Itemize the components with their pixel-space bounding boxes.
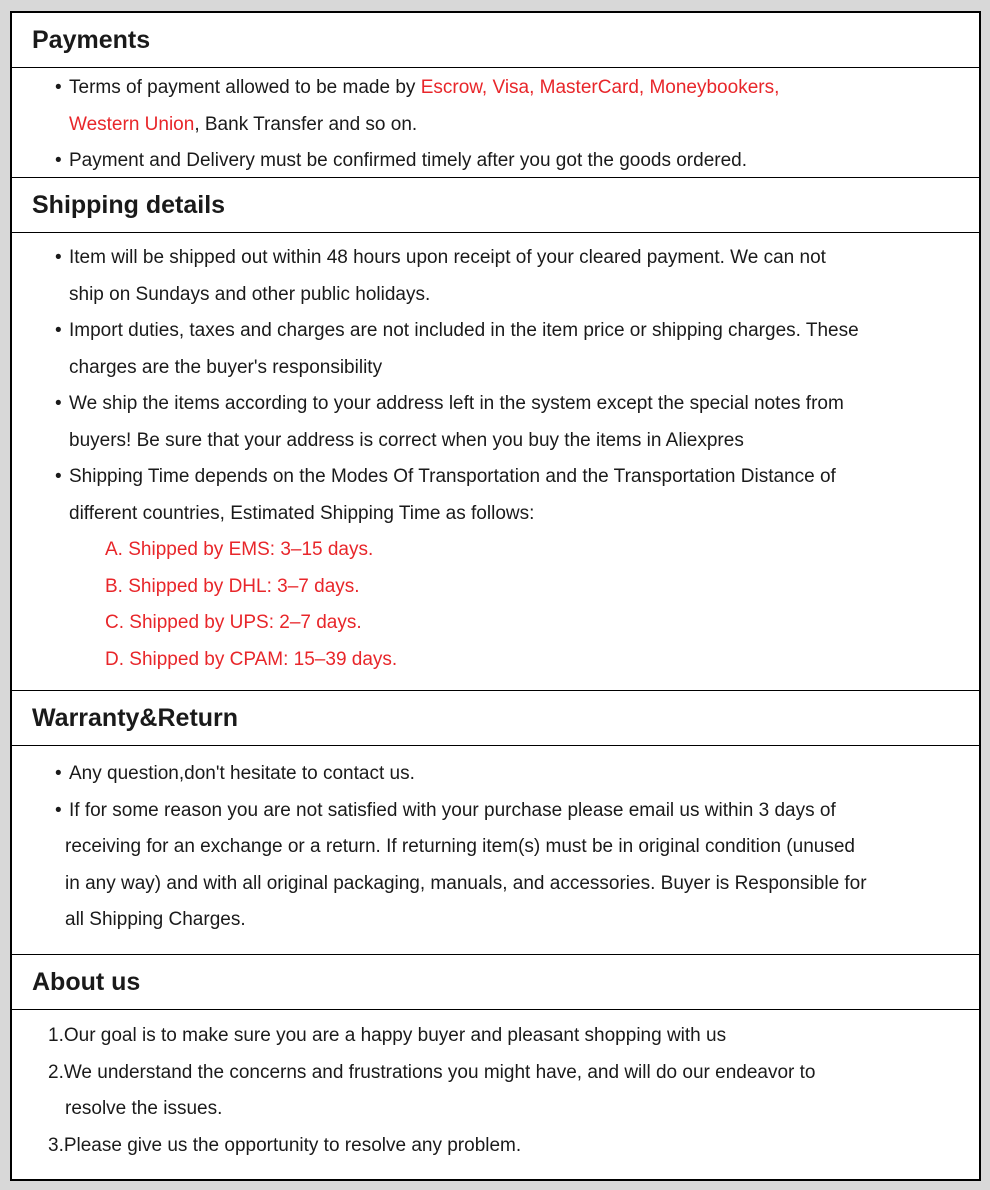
warranty-body bbox=[12, 746, 979, 954]
list-item: • Shipping Time depends on the Modes Of Transportation and the Transportation Distance of bbox=[12, 459, 979, 496]
about-body bbox=[12, 1010, 979, 1164]
list-item: 2.We understand the concerns and frustrations you might have, and will do our endeavor to bbox=[48, 1061, 816, 1083]
payment-terms-line: • Terms of payment allowed to be made by Escrow, Visa, MasterCard, Moneybookers, bbox=[12, 70, 979, 107]
bullet: • bbox=[55, 247, 62, 268]
bullet: • bbox=[55, 799, 62, 821]
shipping-section bbox=[12, 177, 979, 690]
list-item: 1.Our goal is to make sure you are a happy buyer and pleasant shopping with us bbox=[48, 1025, 727, 1046]
bullet: • bbox=[55, 763, 62, 784]
list-item-continuation: resolve the issues. bbox=[65, 1098, 223, 1119]
list-item-continuation: receiving for an exchange or a return. If returning item(s) must be in original condition (unused bbox=[65, 836, 855, 857]
payments-heading: Payments bbox=[12, 13, 979, 68]
about-section bbox=[12, 954, 979, 1164]
bullet: • bbox=[55, 320, 62, 341]
shipping-option-cpam: D. Shipped by CPAM: 15–39 days. bbox=[105, 648, 398, 670]
list-item-continuation: all Shipping Charges. bbox=[65, 909, 246, 930]
list-item: 3.Please give us the opportunity to resolve any problem. bbox=[48, 1134, 522, 1156]
payment-methods-highlight: Escrow, Visa, MasterCard, Moneybookers, bbox=[420, 77, 780, 98]
list-item-continuation: buyers! Be sure that your address is correct when you buy the items in Aliexpres bbox=[69, 429, 744, 451]
list-item: • We ship the items according to your address left in the system except the special notes from bbox=[12, 386, 979, 423]
bullet: • bbox=[55, 393, 62, 414]
list-item-continuation: charges are the buyer's responsibility bbox=[69, 356, 383, 378]
bullet: • bbox=[55, 466, 62, 487]
shipping-option-ups: C. Shipped by UPS: 2–7 days. bbox=[105, 612, 362, 633]
shipping-body bbox=[12, 233, 979, 690]
info-panel bbox=[10, 11, 981, 1181]
list-item: • Item will be shipped out within 48 hours upon receipt of your cleared payment. We can not bbox=[12, 240, 979, 277]
payment-confirm-line: • Payment and Delivery must be confirmed timely after you got the goods ordered. bbox=[12, 143, 979, 180]
shipping-option-ems: A. Shipped by EMS: 3–15 days. bbox=[105, 539, 374, 560]
warranty-heading: Warranty&Return bbox=[12, 690, 979, 746]
list-item: • If for some reason you are not satisfied with your purchase please email us within 3 days of bbox=[12, 793, 979, 830]
list-item: • Any question,don't hesitate to contact us. bbox=[12, 756, 979, 793]
about-heading: About us bbox=[12, 954, 979, 1010]
shipping-option-dhl: B. Shipped by DHL: 3–7 days. bbox=[105, 575, 360, 597]
warranty-section bbox=[12, 690, 979, 954]
payments-section bbox=[12, 13, 979, 177]
shipping-heading: Shipping details bbox=[12, 177, 979, 233]
bullet: • bbox=[55, 77, 62, 98]
bullet: • bbox=[55, 150, 62, 171]
payment-terms-line-2: Western Union, Bank Transfer and so on. bbox=[69, 113, 418, 135]
list-item-continuation: different countries, Estimated Shipping Time as follows: bbox=[69, 502, 535, 524]
payments-body bbox=[12, 68, 979, 177]
western-union-highlight: Western Union bbox=[69, 113, 195, 135]
list-item-continuation: in any way) and with all original packaging, manuals, and accessories. Buyer is Responsible for bbox=[65, 872, 867, 894]
list-item: • Import duties, taxes and charges are not included in the item price or shipping charges. These bbox=[12, 313, 979, 350]
list-item-continuation: ship on Sundays and other public holidays. bbox=[69, 283, 431, 305]
